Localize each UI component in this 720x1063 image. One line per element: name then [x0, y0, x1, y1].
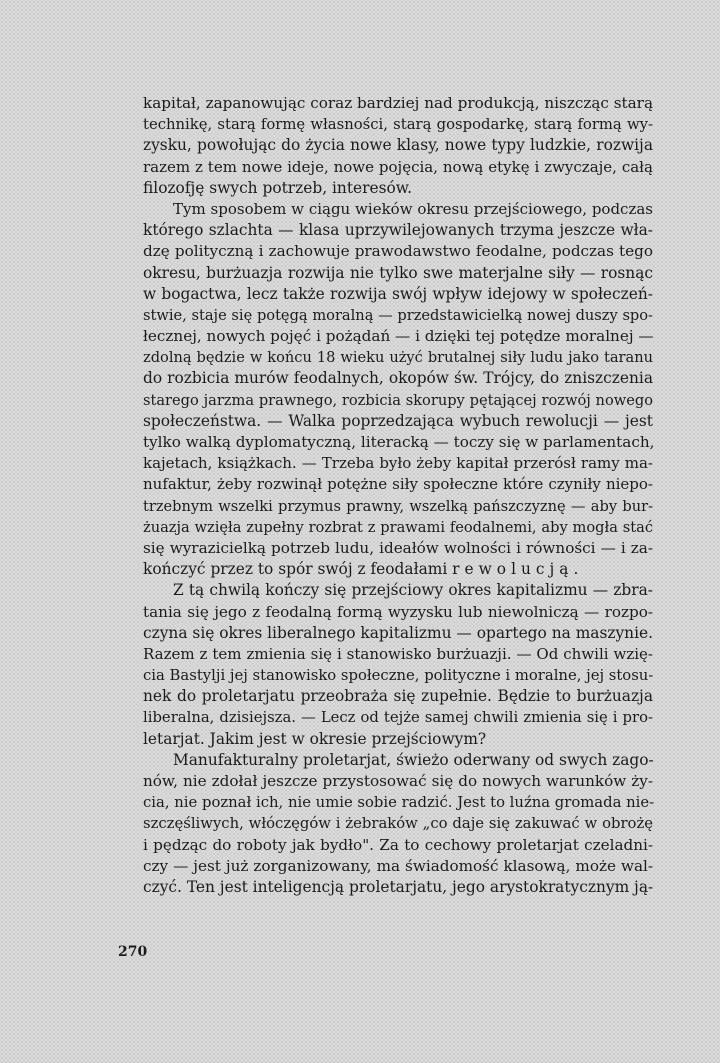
text-line: Manufakturalny proletarjat, świeżo oderwany od swych zago-	[173, 750, 654, 769]
text-line	[143, 559, 653, 580]
text-line: razem z tem nowe ideje, nowe pojęcia, nową etykę i zwyczaje, całą	[143, 157, 653, 176]
text-line: społeczeństwa. — Walka poprzedzająca wybuch rewolucji — jest	[143, 411, 653, 430]
text-line: Z tą chwilą kończy się przejściowy okres kapitalizmu — zbra-	[173, 581, 653, 600]
text-line: letarjat. Jakim jest w okresie przejściowym?	[143, 729, 487, 748]
text-line: kajetach, książkach. — Trzeba było żeby kapitał przerósł ramy ma-	[143, 454, 653, 473]
text-line: czyć. Ten jest inteligencją proletarjatu, jego arystokratycznym ją-	[143, 877, 654, 896]
text-line: nów, nie zdołał jeszcze przystosować się do nowych warunków ży-	[143, 772, 653, 790]
text-line: Razem z tem zmienia się i stanowisko burżuazji. — Od chwili wzię-	[143, 644, 653, 663]
text-line: liberalna, dzisiejsza. — Lecz od tejże samej chwili zmienia się i pro-	[143, 709, 653, 727]
text-line: się wyrazicielką potrzeb ludu, ideałów wolności i równości — i za-	[143, 538, 653, 557]
text-line: i pędząc do roboty jak bydło". Za to cechowy proletarjat czeladni-	[143, 835, 653, 854]
text-line: łecznej, nowych pojęć i pożądań — i dzięki tej potędze moralnej —	[143, 327, 654, 346]
text-line: kapitał, zapanowując coraz bardziej nad produkcją, niszcząc starą	[143, 94, 653, 112]
text-line: trzebnym wszelki przymus prawny, wszelką pańszczyznę — aby bur-	[143, 497, 653, 515]
text-line: czyna się okres liberalnego kapitalizmu — opartego na maszynie.	[143, 623, 653, 642]
text-line: stwie, staje się potęgą moralną — przedstawicielką nowej duszy spo-	[143, 306, 653, 324]
text-line: czy — jest już zorganizowany, ma świadomość klasową, może wal-	[143, 856, 653, 875]
text-line: do rozbicia murów feodalnych, okopów św. Trójcy, do zniszczenia	[143, 369, 653, 388]
text-line: szczęśliwych, włóczęgów i żebraków „co daje się zakuwać w obrożę	[143, 815, 653, 833]
text-line: cia, nie poznał ich, nie umie sobie radzić. Jest to luźna gromada nie-	[143, 794, 655, 812]
text-line: filozofję swych potrzeb, interesów.	[143, 178, 412, 197]
text-line: nek do proletarjatu przeobraża się zupełnie. Będzie to burżuazja	[143, 687, 653, 706]
text-line: dzę polityczną i zachowuje prawodawstwo feodalne, podczas tego	[143, 242, 653, 261]
text-line: żuazja wzięła zupełny rozbrat z prawami feodalnemi, aby mogła stać	[143, 518, 653, 536]
text-line: cia Bastylji jej stanowisko społeczne, polityczne i moralne, jej stosu-	[143, 667, 654, 685]
text-line: technikę, starą formę własności, starą gospodarkę, starą formą wy-	[143, 116, 653, 134]
page-number: 270	[118, 944, 148, 960]
text-line: w bogactwa, lecz także rozwija swój wpływ idejowy w społeczeń-	[143, 284, 653, 303]
text-line: tylko walką dyplomatyczną, literacką — toczy się w parlamentach,	[143, 433, 655, 451]
body-text	[143, 93, 653, 898]
text-line: Tym sposobem w ciągu wieków okresu przejściowego, podczas	[173, 199, 653, 218]
emphasized-word: rewolucją.	[452, 560, 584, 579]
text-line: zdolną będzie w końcu 18 wieku użyć brutalnej siły ludu jako taranu	[143, 349, 653, 367]
text-line: zysku, powołując do życia nowe klasy, nowe typy ludzkie, rozwija	[143, 136, 653, 155]
text-line-start: kończyć przez to spór swój z feodałami	[143, 560, 448, 579]
text-line: okresu, burżuazja rozwija nie tylko swe materjalne siły — rosnąc	[143, 263, 653, 282]
text-line: nufaktur, żeby rozwinął potężne siły społeczne które czyniły niepo-	[143, 475, 653, 494]
text-line: tania się jego z feodalną formą wyzysku lub niewolniczą — rozpo-	[143, 602, 653, 621]
text-line: którego szlachta — klasa uprzywilejowanych trzyma jeszcze wła-	[143, 221, 653, 240]
text-line: starego jarzma prawnego, rozbicia skorupy pętającej rozwój nowego	[143, 391, 653, 409]
